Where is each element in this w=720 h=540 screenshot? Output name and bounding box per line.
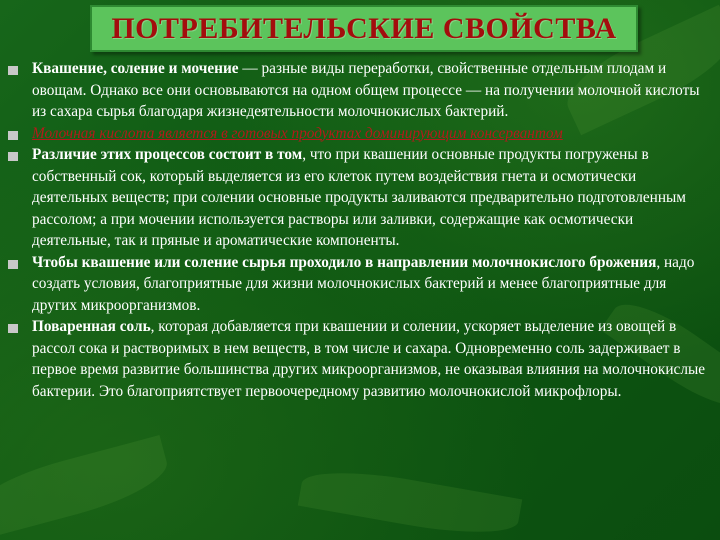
- list-item: [8, 58, 708, 123]
- item-italic-text: Молочная кислота является в готовых продуктах доминирующим консервантом: [32, 124, 563, 142]
- item-bold-text: Чтобы квашение или соление сырья проходило в направлении молочнокислого брожения: [32, 253, 657, 271]
- square-bullet-icon: [8, 66, 18, 75]
- leaf-decoration: [0, 435, 174, 540]
- leaf-decoration: [298, 461, 522, 540]
- item-bold-text: Различие этих процессов состоит в том: [32, 146, 303, 163]
- list-item: [8, 144, 708, 252]
- square-bullet-icon: [8, 324, 18, 333]
- item-bold-text: Квашение, соление и мочение: [32, 60, 239, 77]
- square-bullet-icon: [8, 152, 18, 161]
- list-item: [8, 123, 708, 145]
- item-bold-text: Поваренная соль: [32, 318, 151, 335]
- list-item: [8, 252, 708, 317]
- list-item: [8, 316, 708, 402]
- slide-title: ПОТРЕБИТЕЛЬСКИЕ СВОЙСТВА: [111, 11, 617, 45]
- item-text: , которая добавляется при квашении и солении, ускоряет выделение из овощей в рассол сока и растворимых в нем веществ, в том числе и сахара. Одновременно соль задерживает в первое время развитие большинства других микроорганизмов, не оказывая влияния на молочнокислые бактерии. Это благоприятствует первоочередному развитию молочнокислой микрофлоры.: [32, 318, 706, 400]
- square-bullet-icon: [8, 131, 18, 140]
- bullet-list: [8, 58, 708, 402]
- item-text: — разные виды переработки, свойственные отдельным плодам и овощам. Однако все они основываются на одном общем процессе — на получении молочной кислоты из сахара сырья благодаря жизнедеятельности молочнокислых бактерий.: [32, 60, 700, 120]
- item-text: , что при квашении основные продукты погружены в собственный сок, который выделяется из его клеток путем воздействия гнета и осмотически деятельных веществ; при солении основные продукты заливаются предварительно подготовленным рассолом; а при мочении используется растворы или заливки, содержащие как осмотически деятельные, так и пряные и ароматические компоненты.: [32, 146, 686, 249]
- square-bullet-icon: [8, 260, 18, 269]
- item-text: , надо создать условия, благоприятные для жизни молочнокислых бактерий и менее благоприятные для других микроорганизмов.: [32, 253, 695, 314]
- title-box: [90, 5, 638, 52]
